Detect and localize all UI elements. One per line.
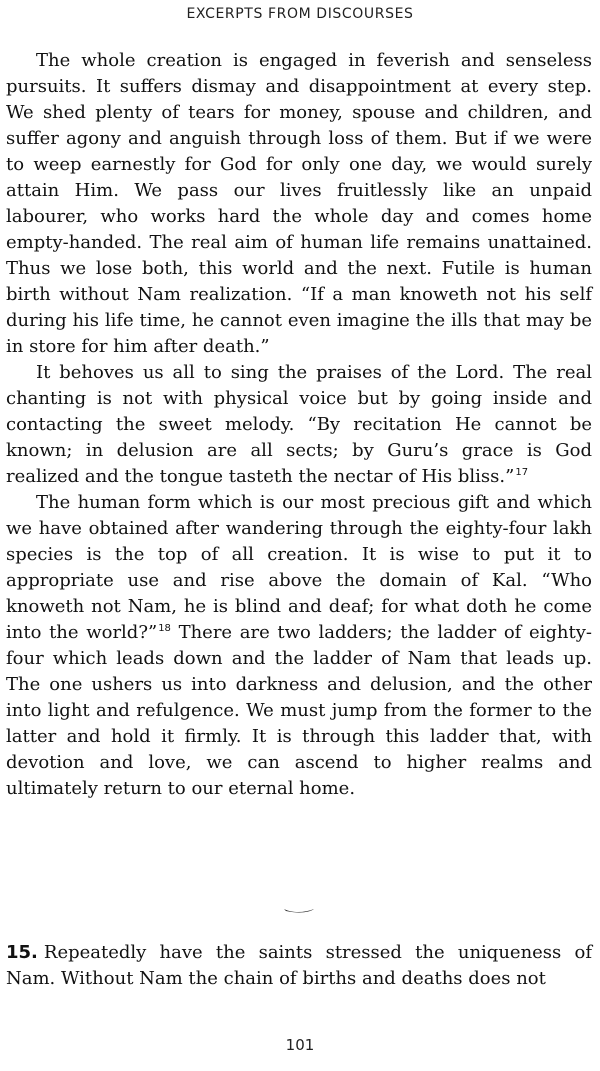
section-15-paragraph bbox=[6, 940, 592, 992]
paragraph-1 bbox=[6, 48, 592, 360]
paragraph-3-text-a: The human form which is our most precious gift and which we have obtained after wandering through the eighty-four lakh species is the top of all creation. It is wise to put it to appropriate use and rise above the domain of Kal. “Who knoweth not Nam, he is blind and deaf; for what doth he come into the world?” bbox=[6, 492, 592, 643]
body-text bbox=[6, 48, 592, 802]
section-15-text: Repeatedly have the saints stressed the uniqueness of Nam. Without Nam the chain of births and deaths does not bbox=[6, 942, 592, 989]
section-15 bbox=[6, 940, 592, 992]
paragraph-3-text-b: There are two ladders; the ladder of eighty-four which leads down and the ladder of Nam that leads up. The one ushers us into darkness and delusion, and the other into light and refulgence. We must jump from the former to the latter and hold it firmly. It is through this ladder that, with devotion and love, we can ascend to higher realms and ultimately return to our eternal home. bbox=[6, 622, 592, 799]
running-head: EXCERPTS FROM DISCOURSES bbox=[186, 6, 414, 22]
page-number: 101 bbox=[285, 1036, 315, 1054]
swash-ornament-icon bbox=[280, 903, 320, 917]
paragraph-1-text: The whole creation is engaged in feverish and senseless pursuits. It suffers dismay and disappointment at every step. We shed plenty of tears for money, spouse and children, and suffer agony and anguish through loss of them. But if we were to weep earnestly for God for only one day, we would surely attain Him. We pass our lives fruitlessly like an unpaid labourer, who works hard the whole day and comes home empty-handed. The real aim of human life remains unattained. Thus we lose both, this world and the next. Futile is human birth without Nam realization. “If a man knoweth not his self during his life time, he cannot even imagine the ills that may be in store for him after death.” bbox=[6, 50, 592, 357]
paragraph-2 bbox=[6, 360, 592, 490]
section-divider-ornament bbox=[0, 903, 600, 922]
section-number: 15. bbox=[6, 942, 38, 963]
footnote-ref-18: 18 bbox=[158, 623, 171, 634]
footnote-ref-17: 17 bbox=[515, 467, 529, 478]
paragraph-3 bbox=[6, 490, 592, 802]
paragraph-2-text: It behoves us all to sing the praises of the Lord. The real chanting is not with physical voice but by going inside and contacting the sweet melody. “By recitation He cannot be known; in delusion are all sects; by Guru’s grace is God realized and the tongue tasteth the nectar of His bliss.” bbox=[6, 362, 592, 487]
